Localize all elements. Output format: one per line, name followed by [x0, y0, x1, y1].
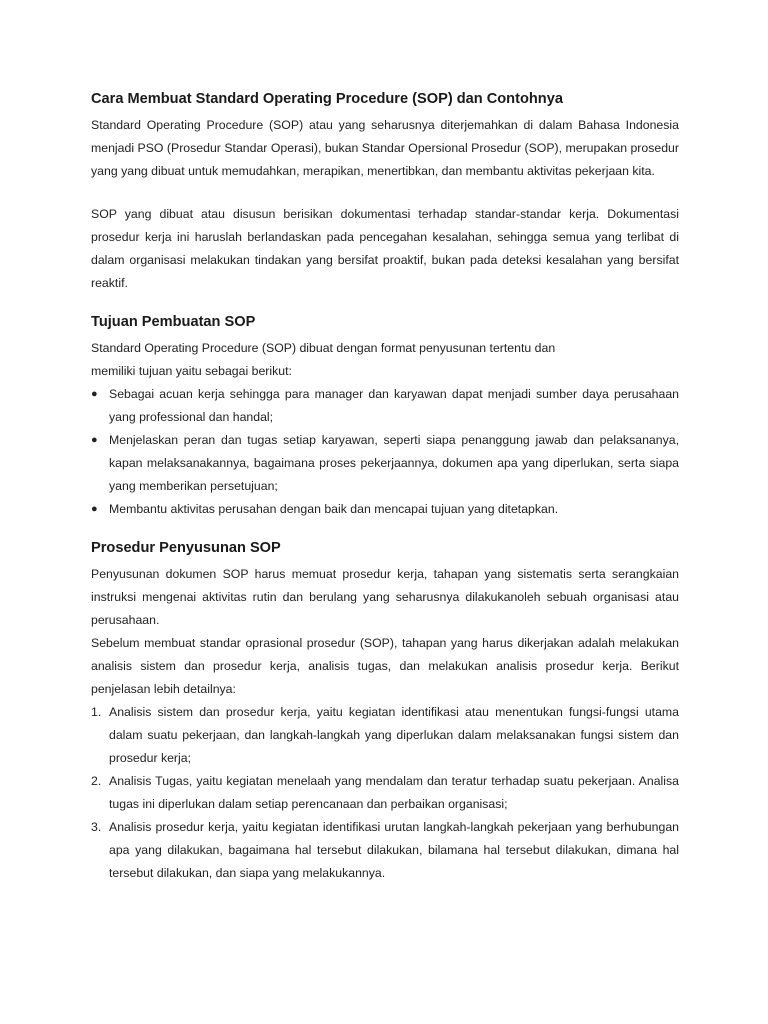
intro-paragraph-2: SOP yang dibuat atau disusun berisikan dokumentasi terhadap standar-standar kerja. Dokumentasi prosedur kerja ini haruslah berlandaskan pada pencegahan kesalahan, sehingga semua yang terlibat di dalam organisasi melakukan tindakan yang bersifat proaktif, bukan pada deteksi kesalahan yang bersifat reaktif. [91, 207, 679, 290]
list-item [91, 429, 679, 498]
list-item-text: Analisis prosedur kerja, yaitu kegiatan identifikasi urutan langkah-langkah pekerjaan yang berhubungan apa yang dilakukan, bagaimana hal tersebut dilakukan, bilamana hal tersebut dilakukan, dimana hal tersebut dilakukan, dan siapa yang melakukannya. [109, 820, 679, 880]
tujuan-intro-line-1: Standard Operating Procedure (SOP) dibuat dengan format penyusunan tertentu dan [91, 341, 556, 355]
section-heading-prosedur: Prosedur Penyusunan SOP [91, 540, 281, 556]
list-item [91, 816, 679, 885]
prosedur-numbered-list [91, 701, 679, 885]
list-item-text: Menjelaskan peran dan tugas setiap karyawan, seperti siapa penanggung jawab dan pelaksananya, kapan melaksanakannya, bagaimana proses pekerjaannya, dokumen apa yang diperlukan, serta siapa yang memberikan persetujuan; [109, 433, 679, 493]
list-item-text: Analisis Tugas, yaitu kegiatan menelaah yang mendalam dan teratur terhadap suatu pekerjaan. Analisa tugas ini diperlukan dalam setiap perencanaan dan perbaikan organisasi; [109, 774, 679, 811]
document-page [91, 88, 679, 885]
section-heading-tujuan: Tujuan Pembuatan SOP [91, 314, 256, 330]
tujuan-intro-line-2: memiliki tujuan yaitu sebagai berikut: [91, 364, 292, 378]
section-spacer [91, 521, 679, 537]
prosedur-paragraph-2: Sebelum membuat standar oprasional prosedur (SOP), tahapan yang harus dikerjakan adalah melakukan analisis sistem dan prosedur kerja, analisis tugas, dan melakukan analisis prosedur kerja. Berikut penjelasan lebih detailnya: [91, 636, 679, 696]
list-number: 3. [91, 820, 102, 834]
list-number: 1. [91, 705, 102, 719]
list-item-text: Sebagai acuan kerja sehingga para manager dan karyawan dapat menjadi sumber daya perusahaan yang professional dan handal; [109, 387, 679, 424]
list-number: 2. [91, 774, 102, 788]
intro-paragraph-1: Standard Operating Procedure (SOP) atau yang seharusnya diterjemahkan di dalam Bahasa Indonesia menjadi PSO (Prosedur Standar Operasi), bukan Standar Opersional Prosedur (SOP), merupakan prosedur yang yang dibuat untuk memudahkan, merapikan, menertibkan, dan membantu aktivitas pekerjaan kita. [91, 118, 679, 178]
list-item [91, 498, 679, 521]
tujuan-bullet-list [91, 383, 679, 521]
list-item [91, 383, 679, 429]
section-spacer [91, 295, 679, 311]
bullet-icon: ● [91, 503, 98, 515]
paragraph-spacer [91, 183, 679, 203]
bullet-icon: ● [91, 434, 98, 446]
list-item-text: Analisis sistem dan prosedur kerja, yaitu kegiatan identifikasi atau menentukan fungsi-fungsi utama dalam suatu pekerjaan, dan langkah-langkah yang diperlukan dalam melaksanakan fungsi sistem dan prosedur kerja; [109, 705, 679, 765]
page-title: Cara Membuat Standard Operating Procedure (SOP) dan Contohnya [91, 91, 563, 107]
list-item [91, 770, 679, 816]
prosedur-paragraph-1: Penyusunan dokumen SOP harus memuat prosedur kerja, tahapan yang sistematis serta serangkaian instruksi mengenai aktivitas rutin dan berulang yang seharusnya dilakukanoleh sebuah organisasi atau perusahaan. [91, 567, 679, 627]
bullet-icon: ● [91, 388, 98, 400]
list-item [91, 701, 679, 770]
list-item-text: Membantu aktivitas perusahan dengan baik dan mencapai tujuan yang ditetapkan. [109, 502, 559, 516]
